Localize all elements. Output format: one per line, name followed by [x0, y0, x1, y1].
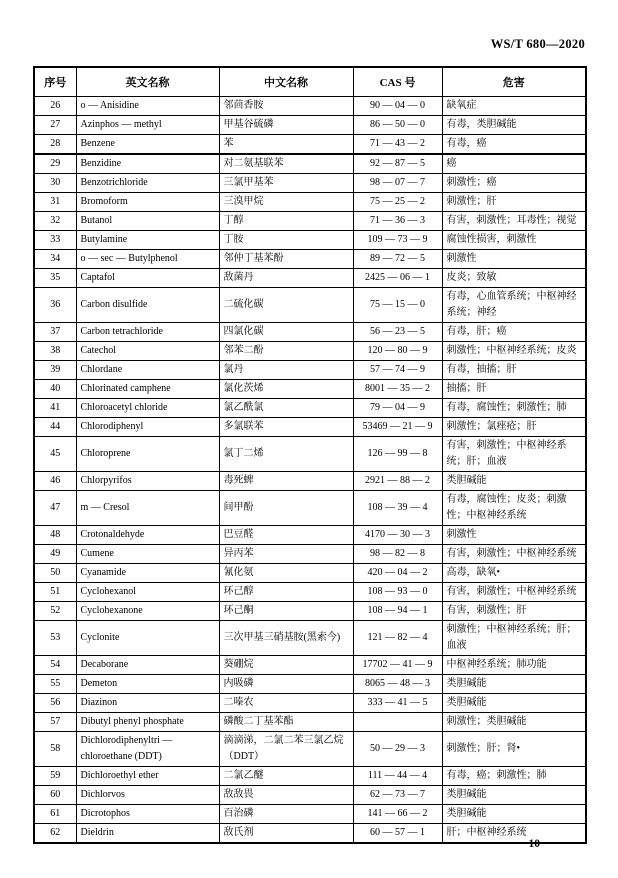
cell-english-name: o — Anisidine — [76, 97, 219, 116]
table-row — [34, 656, 586, 675]
cell-english-name: Crotonaldehyde — [76, 526, 219, 545]
table-row — [34, 602, 586, 621]
table-row — [34, 491, 586, 526]
cell-english-name: Benzidine — [76, 154, 219, 174]
cell-index: 58 — [34, 732, 76, 767]
table-row — [34, 97, 586, 116]
cell-hazard: 癌 — [442, 154, 586, 174]
cell-chinese-name: 丁胺 — [219, 231, 353, 250]
cell-hazard: 刺激性；中枢神经系统；肝；血液 — [442, 621, 586, 656]
cell-hazard: 类胆碱能 — [442, 675, 586, 694]
header-col-chinese-name: 中文名称 — [219, 67, 353, 97]
cell-chinese-name: 氰化氨 — [219, 564, 353, 583]
substance-table-body — [34, 97, 586, 844]
cell-cas-number — [353, 713, 442, 732]
cell-english-name: Dichlorvos — [76, 786, 219, 805]
cell-hazard: 刺激性；类胆碱能 — [442, 713, 586, 732]
cell-index: 62 — [34, 824, 76, 844]
cell-hazard: 刺激性；中枢神经系统；皮炎 — [442, 342, 586, 361]
cell-index: 53 — [34, 621, 76, 656]
cell-english-name: Demeton — [76, 675, 219, 694]
table-row — [34, 418, 586, 437]
cell-chinese-name: 毒死蜱 — [219, 472, 353, 491]
cell-index: 56 — [34, 694, 76, 713]
cell-chinese-name: 三次甲基三硝基胺(黑索今) — [219, 621, 353, 656]
cell-cas-number: 8065 — 48 — 3 — [353, 675, 442, 694]
cell-hazard: 有害，刺激性；耳毒性；视觉 — [442, 212, 586, 231]
cell-cas-number: 79 — 04 — 9 — [353, 399, 442, 418]
cell-chinese-name: 环己醇 — [219, 583, 353, 602]
cell-index: 46 — [34, 472, 76, 491]
cell-chinese-name: 磷酸二丁基苯酯 — [219, 713, 353, 732]
cell-english-name: m — Cresol — [76, 491, 219, 526]
table-row — [34, 135, 586, 155]
cell-cas-number: 4170 — 30 — 3 — [353, 526, 442, 545]
cell-english-name: Captafol — [76, 269, 219, 288]
cell-chinese-name: 氯丹 — [219, 361, 353, 380]
cell-index: 27 — [34, 116, 76, 135]
cell-chinese-name: 邻茴香胺 — [219, 97, 353, 116]
cell-cas-number: 71 — 36 — 3 — [353, 212, 442, 231]
cell-cas-number: 121 — 82 — 4 — [353, 621, 442, 656]
cell-cas-number: 56 — 23 — 5 — [353, 323, 442, 342]
cell-hazard: 类胆碱能 — [442, 805, 586, 824]
cell-english-name: Benzene — [76, 135, 219, 155]
table-row — [34, 212, 586, 231]
table-row — [34, 713, 586, 732]
table-row — [34, 250, 586, 269]
cell-cas-number: 126 — 99 — 8 — [353, 437, 442, 472]
table-row — [34, 621, 586, 656]
cell-hazard: 高毒，缺氧• — [442, 564, 586, 583]
table-row — [34, 193, 586, 212]
cell-english-name: Chloroprene — [76, 437, 219, 472]
cell-cas-number: 17702 — 41 — 9 — [353, 656, 442, 675]
table-row — [34, 545, 586, 564]
cell-chinese-name: 邻仲丁基苯酚 — [219, 250, 353, 269]
cell-index: 33 — [34, 231, 76, 250]
cell-hazard: 有毒，癌 — [442, 135, 586, 155]
cell-cas-number: 333 — 41 — 5 — [353, 694, 442, 713]
cell-cas-number: 89 — 72 — 5 — [353, 250, 442, 269]
page-number: 10 — [528, 838, 540, 850]
cell-chinese-name: 二硫化碳 — [219, 288, 353, 323]
cell-index: 34 — [34, 250, 76, 269]
table-row — [34, 380, 586, 399]
table-row — [34, 437, 586, 472]
cell-chinese-name: 滴滴涕，二氯二苯三氯乙烷（DDT） — [219, 732, 353, 767]
cell-index: 37 — [34, 323, 76, 342]
cell-english-name: Carbon tetrachloride — [76, 323, 219, 342]
cell-chinese-name: 内吸磷 — [219, 675, 353, 694]
cell-hazard: 有毒，类胆碱能 — [442, 116, 586, 135]
cell-hazard: 有害，刺激性；肝 — [442, 602, 586, 621]
cell-chinese-name: 氯丁二烯 — [219, 437, 353, 472]
cell-hazard: 有害，刺激性；中枢神经系统 — [442, 545, 586, 564]
cell-hazard: 有害，刺激性；中枢神经系统 — [442, 583, 586, 602]
cell-hazard: 有毒，癌；刺激性；肺 — [442, 767, 586, 786]
cell-english-name: Chloroacetyl chloride — [76, 399, 219, 418]
header-col-cas-number: CAS 号 — [353, 67, 442, 97]
cell-index: 38 — [34, 342, 76, 361]
table-row — [34, 564, 586, 583]
cell-index: 52 — [34, 602, 76, 621]
cell-index: 55 — [34, 675, 76, 694]
cell-chinese-name: 邻苯二酚 — [219, 342, 353, 361]
cell-index: 39 — [34, 361, 76, 380]
cell-index: 50 — [34, 564, 76, 583]
table-row — [34, 154, 586, 174]
cell-cas-number: 71 — 43 — 2 — [353, 135, 442, 155]
table-row — [34, 805, 586, 824]
cell-index: 31 — [34, 193, 76, 212]
cell-english-name: o — sec — Butylphenol — [76, 250, 219, 269]
cell-cas-number: 75 — 25 — 2 — [353, 193, 442, 212]
cell-english-name: Decaborane — [76, 656, 219, 675]
cell-english-name: Diazinon — [76, 694, 219, 713]
cell-cas-number: 2921 — 88 — 2 — [353, 472, 442, 491]
cell-english-name: Catechol — [76, 342, 219, 361]
cell-hazard: 缺氧症 — [442, 97, 586, 116]
cell-cas-number: 109 — 73 — 9 — [353, 231, 442, 250]
cell-cas-number: 57 — 74 — 9 — [353, 361, 442, 380]
table-row — [34, 269, 586, 288]
table-row — [34, 526, 586, 545]
cell-index: 26 — [34, 97, 76, 116]
cell-hazard: 有毒，腐蚀性；刺激性；肺 — [442, 399, 586, 418]
cell-cas-number: 108 — 93 — 0 — [353, 583, 442, 602]
table-row — [34, 361, 586, 380]
table-row — [34, 824, 586, 844]
cell-chinese-name: 三溴甲烷 — [219, 193, 353, 212]
cell-english-name: Dieldrin — [76, 824, 219, 844]
cell-chinese-name: 葵硼烷 — [219, 656, 353, 675]
cell-cas-number: 75 — 15 — 0 — [353, 288, 442, 323]
cell-cas-number: 98 — 82 — 8 — [353, 545, 442, 564]
cell-chinese-name: 百治磷 — [219, 805, 353, 824]
table-row — [34, 732, 586, 767]
cell-english-name: Butylamine — [76, 231, 219, 250]
cell-chinese-name: 苯 — [219, 135, 353, 155]
hazard-substance-table — [33, 66, 587, 844]
cell-index: 32 — [34, 212, 76, 231]
cell-index: 48 — [34, 526, 76, 545]
cell-chinese-name: 二嗪农 — [219, 694, 353, 713]
cell-english-name: Bromoform — [76, 193, 219, 212]
cell-cas-number: 108 — 39 — 4 — [353, 491, 442, 526]
cell-cas-number: 53469 — 21 — 9 — [353, 418, 442, 437]
cell-index: 51 — [34, 583, 76, 602]
cell-index: 45 — [34, 437, 76, 472]
cell-chinese-name: 丁醇 — [219, 212, 353, 231]
cell-chinese-name: 对二氨基联苯 — [219, 154, 353, 174]
cell-hazard: 肝；中枢神经系统 — [442, 824, 586, 844]
cell-chinese-name: 环己酮 — [219, 602, 353, 621]
cell-english-name: Carbon disulfide — [76, 288, 219, 323]
cell-index: 30 — [34, 174, 76, 193]
table-row — [34, 786, 586, 805]
table-header-row — [34, 67, 586, 97]
table-row — [34, 231, 586, 250]
cell-cas-number: 86 — 50 — 0 — [353, 116, 442, 135]
cell-hazard: 有毒，腐蚀性；皮炎；刺激性；中枢神经系统 — [442, 491, 586, 526]
table-row — [34, 399, 586, 418]
header-col-index: 序号 — [34, 67, 76, 97]
cell-english-name: Cyanamide — [76, 564, 219, 583]
header-col-english-name: 英文名称 — [76, 67, 219, 97]
cell-hazard: 刺激性；癌 — [442, 174, 586, 193]
cell-index: 59 — [34, 767, 76, 786]
cell-cas-number: 420 — 04 — 2 — [353, 564, 442, 583]
table-row — [34, 583, 586, 602]
cell-english-name: Benzotrichloride — [76, 174, 219, 193]
cell-cas-number: 98 — 07 — 7 — [353, 174, 442, 193]
cell-chinese-name: 敌菌丹 — [219, 269, 353, 288]
cell-hazard: 有毒，抽搐；肝 — [442, 361, 586, 380]
cell-english-name: Chlordane — [76, 361, 219, 380]
cell-english-name: Dicrotophos — [76, 805, 219, 824]
cell-hazard: 有毒，心血管系统；中枢神经系统；神经 — [442, 288, 586, 323]
cell-cas-number: 2425 — 06 — 1 — [353, 269, 442, 288]
cell-hazard: 类胆碱能 — [442, 472, 586, 491]
cell-index: 57 — [34, 713, 76, 732]
cell-hazard: 抽搐；肝 — [442, 380, 586, 399]
cell-chinese-name: 敌敌畏 — [219, 786, 353, 805]
cell-hazard: 刺激性；肝 — [442, 193, 586, 212]
cell-index: 61 — [34, 805, 76, 824]
cell-english-name: Butanol — [76, 212, 219, 231]
cell-index: 40 — [34, 380, 76, 399]
cell-chinese-name: 二氯乙醚 — [219, 767, 353, 786]
cell-english-name: Cyclohexanone — [76, 602, 219, 621]
table-row — [34, 342, 586, 361]
table-row — [34, 767, 586, 786]
cell-hazard: 有毒，肝；癌 — [442, 323, 586, 342]
cell-english-name: Cumene — [76, 545, 219, 564]
header-col-hazard: 危害 — [442, 67, 586, 97]
cell-hazard: 刺激性；氯痤疮；肝 — [442, 418, 586, 437]
cell-index: 36 — [34, 288, 76, 323]
cell-english-name: Dibutyl phenyl phosphate — [76, 713, 219, 732]
cell-hazard: 刺激性 — [442, 526, 586, 545]
cell-hazard: 皮炎；致敏 — [442, 269, 586, 288]
cell-hazard: 有害，刺激性；中枢神经系统；肝；血液 — [442, 437, 586, 472]
cell-cas-number: 141 — 66 — 2 — [353, 805, 442, 824]
cell-chinese-name: 异丙苯 — [219, 545, 353, 564]
cell-cas-number: 120 — 80 — 9 — [353, 342, 442, 361]
cell-index: 47 — [34, 491, 76, 526]
cell-english-name: Chlorodiphenyl — [76, 418, 219, 437]
cell-english-name: Dichlorodiphenyltri — chloroethane (DDT) — [76, 732, 219, 767]
cell-english-name: Cyclohexanol — [76, 583, 219, 602]
cell-index: 44 — [34, 418, 76, 437]
cell-index: 28 — [34, 135, 76, 155]
cell-index: 35 — [34, 269, 76, 288]
cell-english-name: Dichloroethyl ether — [76, 767, 219, 786]
cell-hazard: 刺激性；肝；肾• — [442, 732, 586, 767]
table-row — [34, 675, 586, 694]
cell-hazard: 类胆碱能 — [442, 786, 586, 805]
cell-english-name: Cyclonite — [76, 621, 219, 656]
cell-cas-number: 62 — 73 — 7 — [353, 786, 442, 805]
cell-cas-number: 108 — 94 — 1 — [353, 602, 442, 621]
cell-chinese-name: 间甲酚 — [219, 491, 353, 526]
cell-english-name: Chlorpyrifos — [76, 472, 219, 491]
cell-chinese-name: 三氯甲基苯 — [219, 174, 353, 193]
table-row — [34, 694, 586, 713]
cell-cas-number: 50 — 29 — 3 — [353, 732, 442, 767]
cell-english-name: Chlorinated camphene — [76, 380, 219, 399]
table-row — [34, 288, 586, 323]
cell-cas-number: 8001 — 35 — 2 — [353, 380, 442, 399]
cell-chinese-name: 氯化茨烯 — [219, 380, 353, 399]
cell-chinese-name: 甲基谷硫磷 — [219, 116, 353, 135]
cell-english-name: Azinphos — methyl — [76, 116, 219, 135]
cell-chinese-name: 多氯联苯 — [219, 418, 353, 437]
cell-chinese-name: 四氯化碳 — [219, 323, 353, 342]
cell-index: 49 — [34, 545, 76, 564]
cell-hazard: 中枢神经系统；肺功能 — [442, 656, 586, 675]
standard-number: WS/T 680—2020 — [490, 37, 585, 51]
cell-hazard: 类胆碱能 — [442, 694, 586, 713]
cell-index: 41 — [34, 399, 76, 418]
table-row — [34, 174, 586, 193]
cell-chinese-name: 巴豆醛 — [219, 526, 353, 545]
cell-hazard: 刺激性 — [442, 250, 586, 269]
table-row — [34, 116, 586, 135]
cell-chinese-name: 敌氏剂 — [219, 824, 353, 844]
table-row — [34, 323, 586, 342]
table-row — [34, 472, 586, 491]
cell-chinese-name: 氯乙酰氯 — [219, 399, 353, 418]
cell-index: 60 — [34, 786, 76, 805]
cell-cas-number: 60 — 57 — 1 — [353, 824, 442, 844]
cell-index: 54 — [34, 656, 76, 675]
cell-hazard: 腐蚀性损害，刺激性 — [442, 231, 586, 250]
cell-index: 29 — [34, 154, 76, 174]
cell-cas-number: 111 — 44 — 4 — [353, 767, 442, 786]
cell-cas-number: 92 — 87 — 5 — [353, 154, 442, 174]
cell-cas-number: 90 — 04 — 0 — [353, 97, 442, 116]
